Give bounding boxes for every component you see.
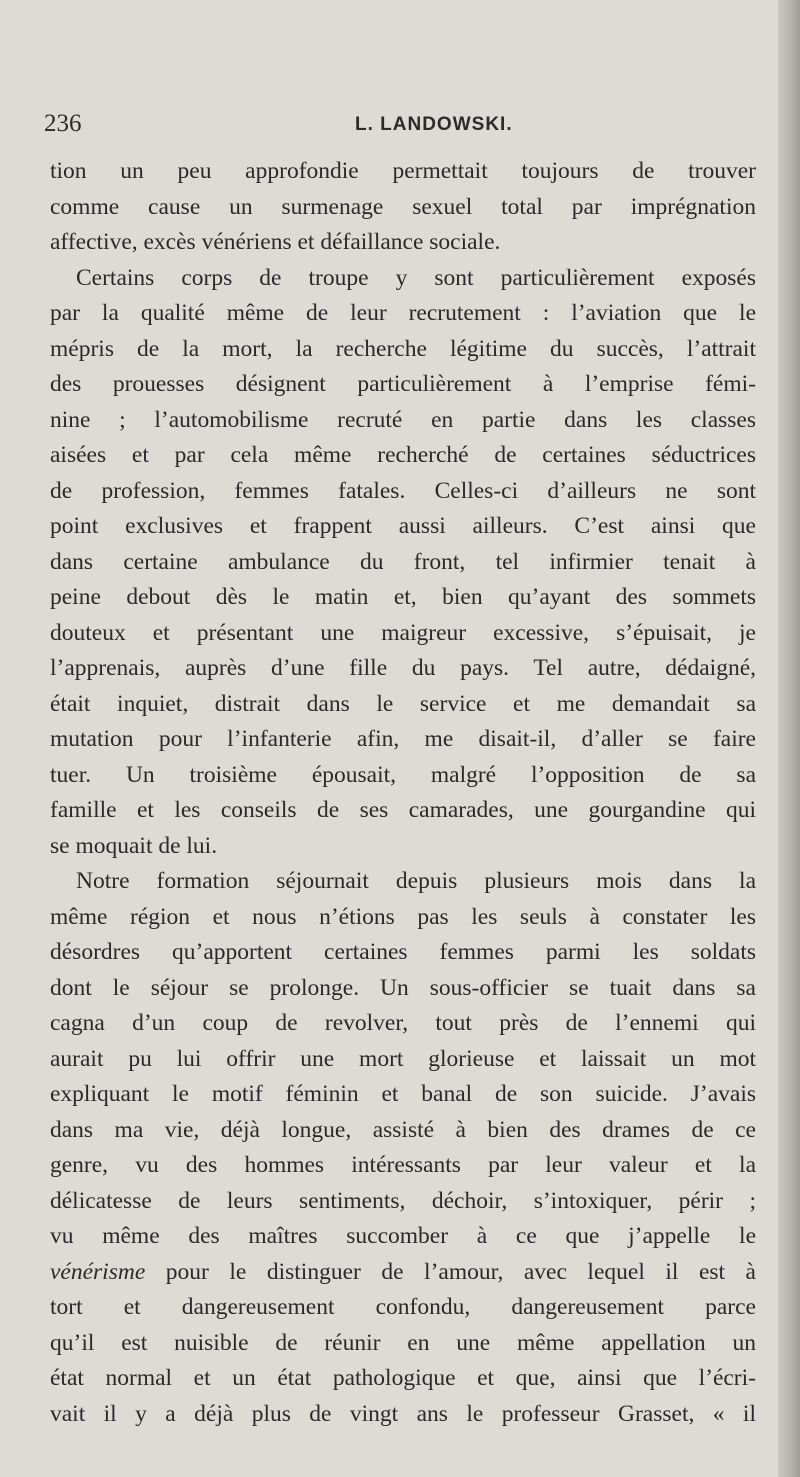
text-line: vait il y a déjà plus de vingt ans le professeur Grasset, « il <box>50 1400 756 1427</box>
text-line: se moquait de lui. <box>50 832 218 859</box>
text-line: dont le séjour se prolonge. Un sous-officier se tuait dans sa <box>50 974 756 1001</box>
text-line: de profession, femmes fatales. Celles-ci d’ailleurs ne sont <box>50 477 756 504</box>
text-line: était inquiet, distrait dans le service et me demandait sa <box>50 690 756 717</box>
text-line: mépris de la mort, la recherche légitime du succès, l’attrait <box>50 335 756 362</box>
text-line: délicatesse de leurs sentiments, déchoir, s’intoxiquer, périr ; <box>50 1187 756 1214</box>
text-line: désordres qu’apportent certaines femmes parmi les soldats <box>50 939 756 965</box>
text-line: famille et les conseils de ses camarades, une gourgandine qui <box>50 797 756 823</box>
page-number: 236 <box>44 110 82 137</box>
text-line: dans certaine ambulance du front, tel infirmier tenait à <box>50 548 756 575</box>
text-line: dans ma vie, déjà longue, assisté à bien des drames de ce <box>50 1116 756 1143</box>
body-text <box>50 154 756 1432</box>
running-head: L. LANDOWSKI. <box>355 114 513 135</box>
text-line: Notre formation séjournait depuis plusieurs mois dans la <box>76 868 756 894</box>
text-span: pour le distinguer de l’amour, avec lequel il est à <box>145 1258 756 1285</box>
text-line: douteux et présentant une maigreur excessive, s’épuisait, je <box>50 619 756 646</box>
text-line: des prouesses désignent particulièrement à l’emprise fémi- <box>50 371 756 397</box>
text-line: affective, excès vénériens et défaillance sociale. <box>50 229 501 255</box>
text-line: tort et dangereusement confondu, dangereusement parce <box>50 1294 756 1320</box>
text-line: point exclusives et frappent aussi ailleurs. C’est ainsi que <box>50 513 756 539</box>
text-line: vu même des maîtres succomber à ce que j’appelle le <box>50 1223 756 1249</box>
text-line <box>50 1255 756 1291</box>
text-line: par la qualité même de leur recrutement : l’aviation que le <box>50 300 756 326</box>
text-line: comme cause un surmenage sexuel total par imprégnation <box>50 193 756 220</box>
text-line: état normal et un état pathologique et que, ainsi que l’écri- <box>50 1365 756 1391</box>
page-header <box>42 110 752 144</box>
text-line: expliquant le motif féminin et banal de son suicide. J’avais <box>50 1081 756 1107</box>
text-line: nine ; l’automobilisme recruté en partie dans les classes <box>50 406 756 433</box>
text-line: peine debout dès le matin et, bien qu’ayant des sommets <box>50 584 756 610</box>
page-edge-shadow <box>778 0 800 1477</box>
text-line: genre, vu des hommes intéressants par leur valeur et la <box>50 1152 756 1178</box>
text-line: tion un peu approfondie permettait toujours de trouver <box>50 158 756 184</box>
text-line: tuer. Un troisième épousait, malgré l’opposition de sa <box>50 761 756 788</box>
italic-term: vénérisme <box>50 1258 146 1285</box>
text-line: aurait pu lui offrir une mort glorieuse et laissait un mot <box>50 1045 756 1072</box>
text-line: mutation pour l’infanterie afin, me disait-il, d’aller se faire <box>50 726 756 752</box>
text-line: Certains corps de troupe y sont particulièrement exposés <box>76 264 756 291</box>
text-line: aisées et par cela même recherché de certaines séductrices <box>50 442 756 468</box>
text-line: même région et nous n’étions pas les seuls à constater les <box>50 903 756 930</box>
text-line: cagna d’un coup de revolver, tout près de l’ennemi qui <box>50 1010 756 1036</box>
text-line: qu’il est nuisible de réunir en une même appellation un <box>50 1329 756 1356</box>
text-line: l’apprenais, auprès d’une fille du pays. Tel autre, dédaigné, <box>50 655 756 681</box>
